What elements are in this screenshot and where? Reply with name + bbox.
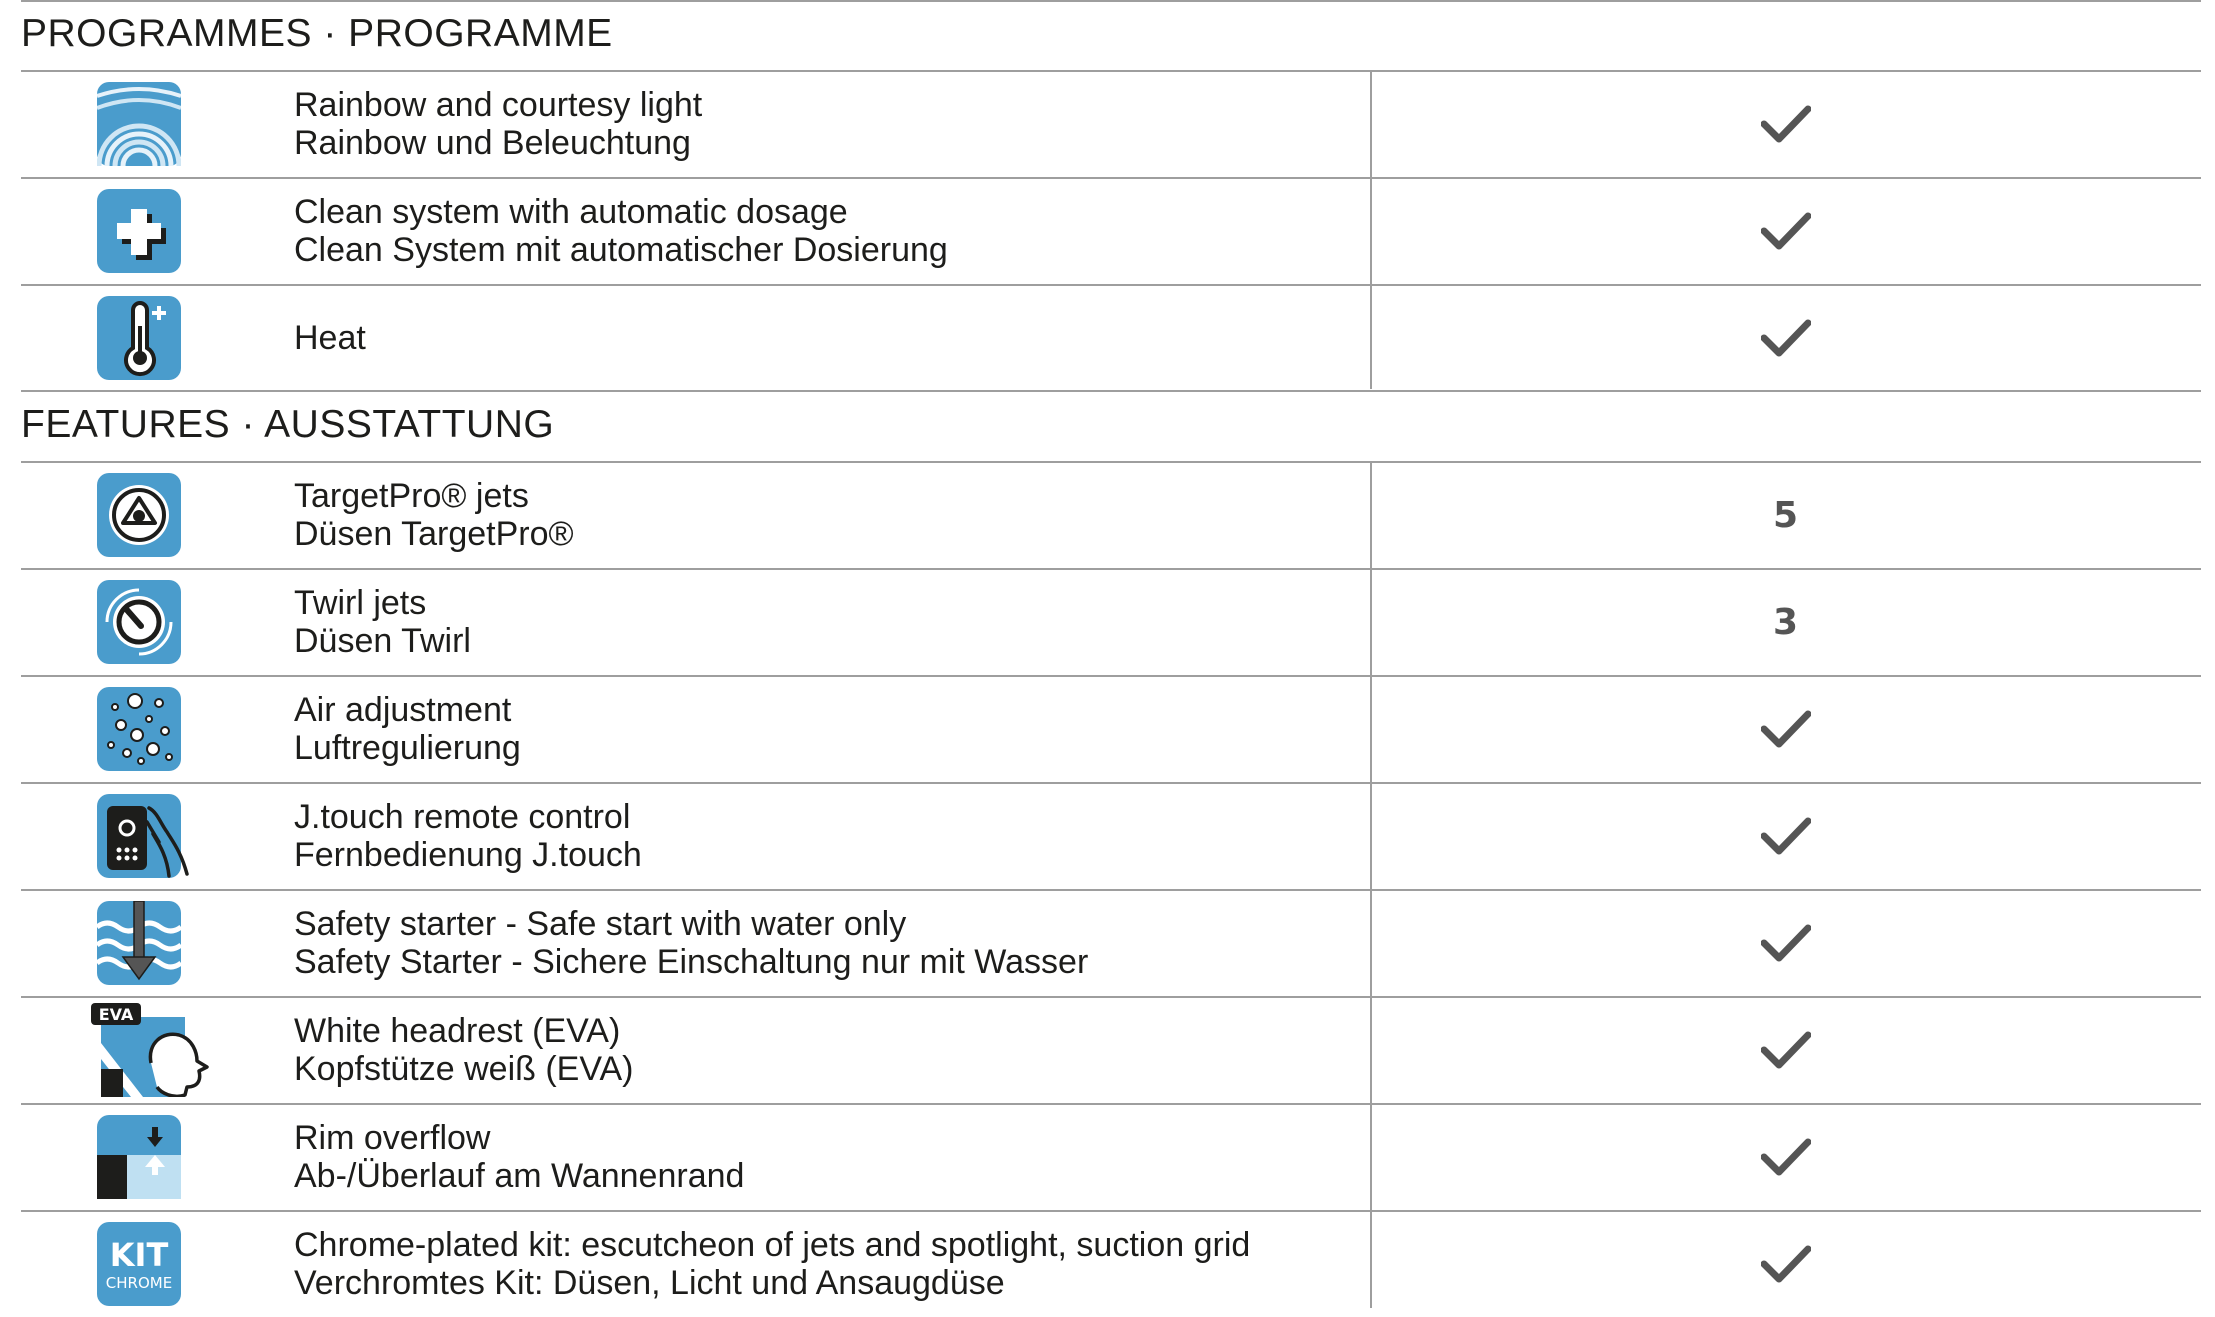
table-row-chrome-kit [21,1211,2201,1317]
included-check-icon [1370,178,2201,284]
jet-count: 5 [1772,494,1799,536]
table-row-twirl [21,569,2201,675]
row-label-en: Chrome-plated kit: escutcheon of jets and spotlight, suction grid [294,1226,1251,1264]
table-row-targetpro [21,462,2201,568]
section-title-features: FEATURES · AUSSTATTUNG [21,403,555,446]
row-label-en: Air adjustment [294,691,512,729]
included-check-icon [1370,997,2201,1103]
row-label-en: Heat [294,319,366,357]
table-row-remote-control [21,783,2201,889]
row-label-de: Safety Starter - Sichere Einschaltung nur mit Wasser [294,943,1089,981]
row-label-de: Kopfstütze weiß (EVA) [294,1050,634,1088]
section-title-programmes: PROGRAMMES · PROGRAMME [21,12,613,55]
kit-label: KIT [109,1236,169,1274]
row-label-de: Rainbow und Beleuchtung [294,124,691,162]
targetpro-jets-icon [97,473,181,557]
eva-headrest-icon [91,1003,221,1097]
included-check-icon [1370,890,2201,996]
included-check-icon [1370,71,2201,177]
clean-system-icon [97,189,181,273]
rule [21,390,2201,392]
row-label-de: Luftregulierung [294,729,521,767]
included-check-icon [1370,1104,2201,1210]
row-label-en: J.touch remote control [294,798,631,836]
table-row-headrest [21,997,2201,1103]
row-label-en: Rim overflow [294,1119,491,1157]
row-label-de: Clean System mit automatischer Dosierung [294,231,948,269]
table-row-heat [21,285,2201,391]
row-label-en: Safety starter - Safe start with water only [294,905,907,943]
row-label-de: Düsen Twirl [294,622,471,660]
chrome-label: CHROME [105,1274,173,1292]
included-check-icon [1370,1211,2201,1317]
safety-starter-water-icon [97,901,181,985]
row-label-en: TargetPro® jets [294,477,529,515]
rainbow-light-icon [97,82,181,166]
table-row-clean-system [21,178,2201,284]
row-label-en: White headrest (EVA) [294,1012,621,1050]
heat-thermometer-icon [97,296,181,380]
row-label-de: Verchromtes Kit: Düsen, Licht und Ansaugdüse [294,1264,1005,1302]
eva-label: EVA [98,1005,134,1024]
chrome-kit-icon [97,1222,181,1306]
twirl-jets-icon [97,580,181,664]
included-check-icon [1370,285,2201,391]
table-row-safety-starter [21,890,2201,996]
remote-control-hand-icon [97,794,207,878]
top-rule [21,0,2201,2]
jet-count: 3 [1772,601,1799,643]
row-label-de: Fernbedienung J.touch [294,836,642,874]
air-bubbles-icon [97,687,181,771]
rim-overflow-icon [97,1115,181,1199]
table-row-air-adjustment [21,676,2201,782]
row-label-en: Clean system with automatic dosage [294,193,848,231]
included-check-icon [1370,676,2201,782]
included-check-icon [1370,783,2201,889]
row-label-en: Rainbow and courtesy light [294,86,703,124]
row-label-en: Twirl jets [294,584,427,622]
row-label-de: Ab-/Überlauf am Wannenrand [294,1157,745,1195]
table-row-rim-overflow [21,1104,2201,1210]
row-label-de: Düsen TargetPro® [294,515,574,553]
table-row-rainbow [21,71,2201,177]
